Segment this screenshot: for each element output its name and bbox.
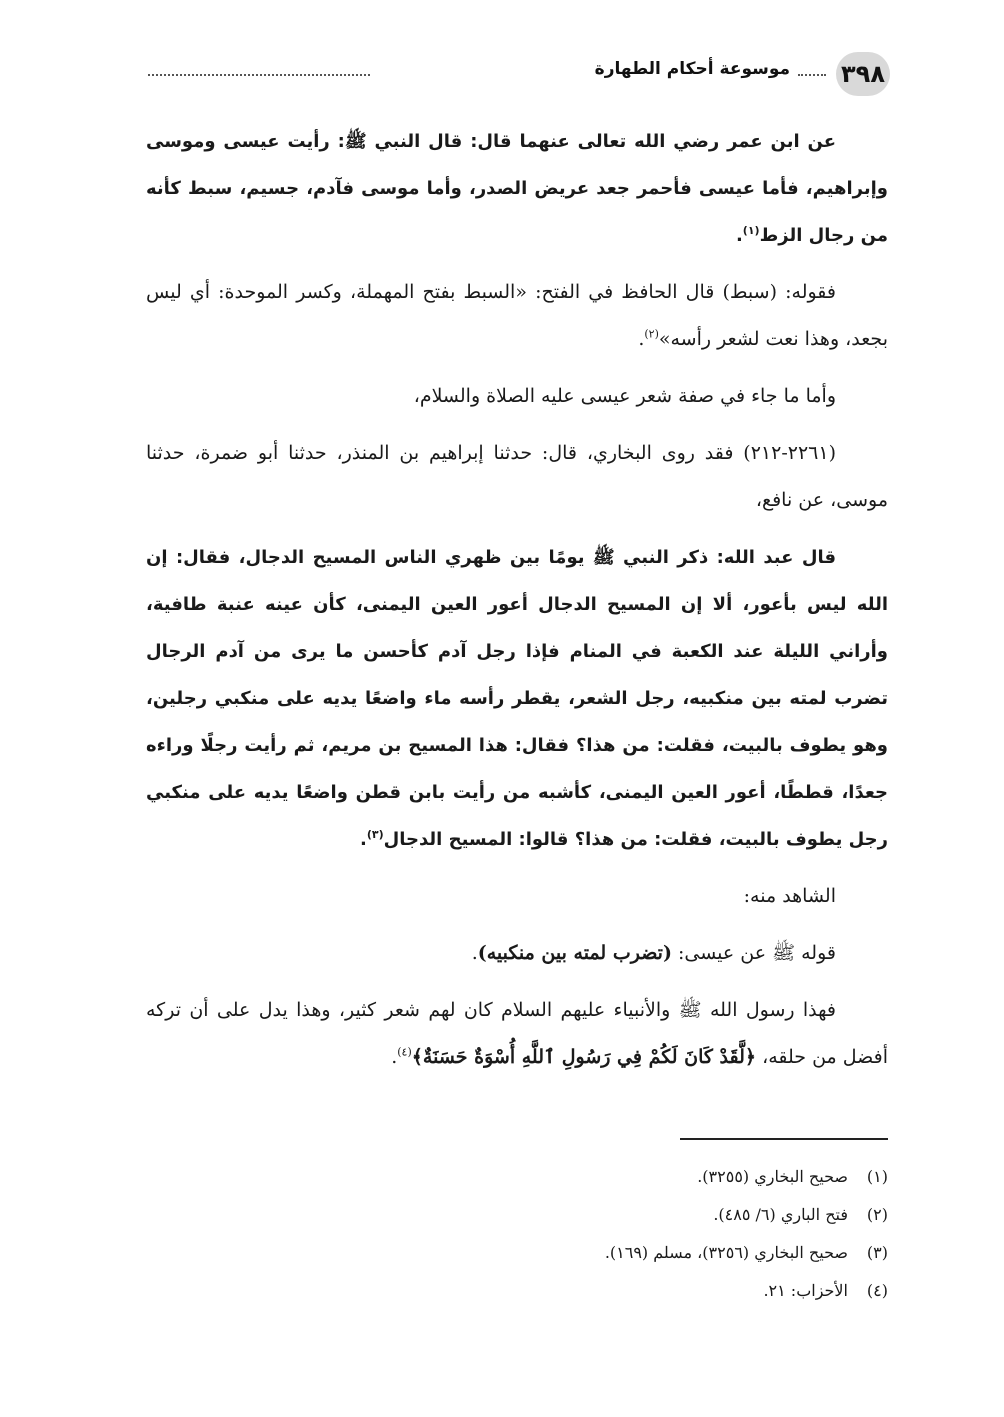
footnote-text: فتح الباري (٦/ ٤٨٥). — [713, 1205, 848, 1224]
isnad-paragraph — [146, 430, 888, 524]
footnotes — [146, 1158, 888, 1310]
footnote-number: (٤) — [866, 1281, 888, 1300]
footnote-number: (٣) — [866, 1243, 888, 1262]
footnote-ref-4[interactable]: (٤) — [397, 1045, 412, 1059]
footnote-ref-1[interactable]: (١) — [742, 224, 760, 237]
paragraph-tail: . — [471, 942, 478, 964]
footnote-number: (٢) — [866, 1205, 888, 1224]
evidence-paragraph — [146, 930, 888, 977]
evidence-heading — [146, 873, 888, 920]
footnote-text: الأحزاب: ٢١. — [763, 1281, 848, 1300]
paragraph-text: فهذا رسول الله ﷺ والأنبياء عليهم السلام كان لهم شعر كثير، وهذا يدل على أن تركه أفضل من حلقه، — [146, 999, 888, 1068]
footnote-ref-3[interactable]: (٣) — [366, 828, 384, 841]
page-number-badge: ٣٩٨ — [836, 52, 890, 96]
page-body — [146, 118, 888, 1091]
paragraph-tail: . — [391, 1046, 398, 1068]
section-intro-paragraph — [146, 373, 888, 420]
footnote-text: صحيح البخاري (٣٢٥٦)، مسلم (١٦٩). — [604, 1243, 848, 1262]
footnote-item — [146, 1272, 888, 1310]
footnote-item — [146, 1234, 888, 1272]
paragraph-text: وأما ما جاء في صفة شعر عيسى عليه الصلاة والسلام، — [413, 385, 836, 407]
quran-verse: ﴿لَّقَدْ كَانَ لَكُمْ فِي رَسُولِ ٱللَّهِ أُسْوَةٌ حَسَنَةٌ﴾ — [411, 1046, 757, 1068]
emphasized-quote: (تضرب لمته بين منكبيه) — [477, 942, 672, 964]
footnote-number: (١) — [866, 1167, 888, 1186]
footnote-text: صحيح البخاري (٣٢٥٥). — [697, 1167, 848, 1186]
hadith-paragraph-1 — [146, 118, 888, 259]
footnote-separator — [680, 1138, 888, 1140]
paragraph-text: قال عبد الله: ذكر النبي ﷺ يومًا بين ظهري الناس المسيح الدجال، فقال: إن الله ليس بأعور، ألا إن المسيح الدجال أعور العين اليمنى، كأن عينه عنبة طافية، وأراني الليلة عند الكعبة في المنام فإذا رجل آدم كأحسن ما يرى من آدم الرجال تضرب لمته بين منكبيه، رجل الشعر، يقطر رأسه ماء واضعًا يديه على منكبي رجلين، وهو يطوف بالبيت، فقلت: من هذا؟ فقال: هذا المسيح بن مريم، ثم رأيت رجلًا وراءه جعدًا، قططًا، أعور العين اليمنى، كأشبه من رأيت بابن قطن واضعًا يديه على منكبي رجل يطوف بالبيت، فقلت: من هذا؟ قالوا: المسيح الدجال — [146, 547, 888, 850]
conclusion-paragraph — [146, 987, 888, 1081]
paragraph-text: الشاهد منه: — [743, 885, 836, 907]
paragraph-text: عن ابن عمر رضي الله تعالى عنهما قال: قال النبي ﷺ: رأيت عيسى وموسى وإبراهيم، فأما عيسى فأحمر جعد عريض الصدر، وأما موسى فآدم، جسيم، سبط كأنه من رجال الزط — [146, 131, 888, 246]
paragraph-tail: . — [735, 225, 743, 246]
header-dotted-rule-right — [798, 74, 826, 76]
paragraph-tail: . — [638, 328, 645, 350]
footnote-ref-2[interactable]: (٢) — [644, 327, 659, 341]
header-dotted-rule-left — [148, 74, 370, 76]
footnote-item — [146, 1196, 888, 1234]
footnote-item — [146, 1158, 888, 1196]
paragraph-text: فقوله: (سبط) قال الحافظ في الفتح: «السبط بفتح المهملة، وكسر الموحدة: أي ليس بجعد، وهذا نعت لشعر رأسه» — [146, 281, 888, 350]
paragraph-text: (٢٢٦١-٢١٢) فقد روى البخاري، قال: حدثنا إبراهيم بن المنذر، حدثنا أبو ضمرة، حدثنا موسى، عن نافع، — [146, 442, 888, 511]
paragraph-text: قوله ﷺ عن عيسى: — [671, 942, 836, 964]
paragraph-tail: . — [360, 829, 367, 850]
page-header — [148, 52, 890, 98]
commentary-paragraph — [146, 269, 888, 363]
hadith-paragraph-2 — [146, 534, 888, 863]
running-title: موسوعة أحكام الطهارة — [594, 59, 790, 79]
